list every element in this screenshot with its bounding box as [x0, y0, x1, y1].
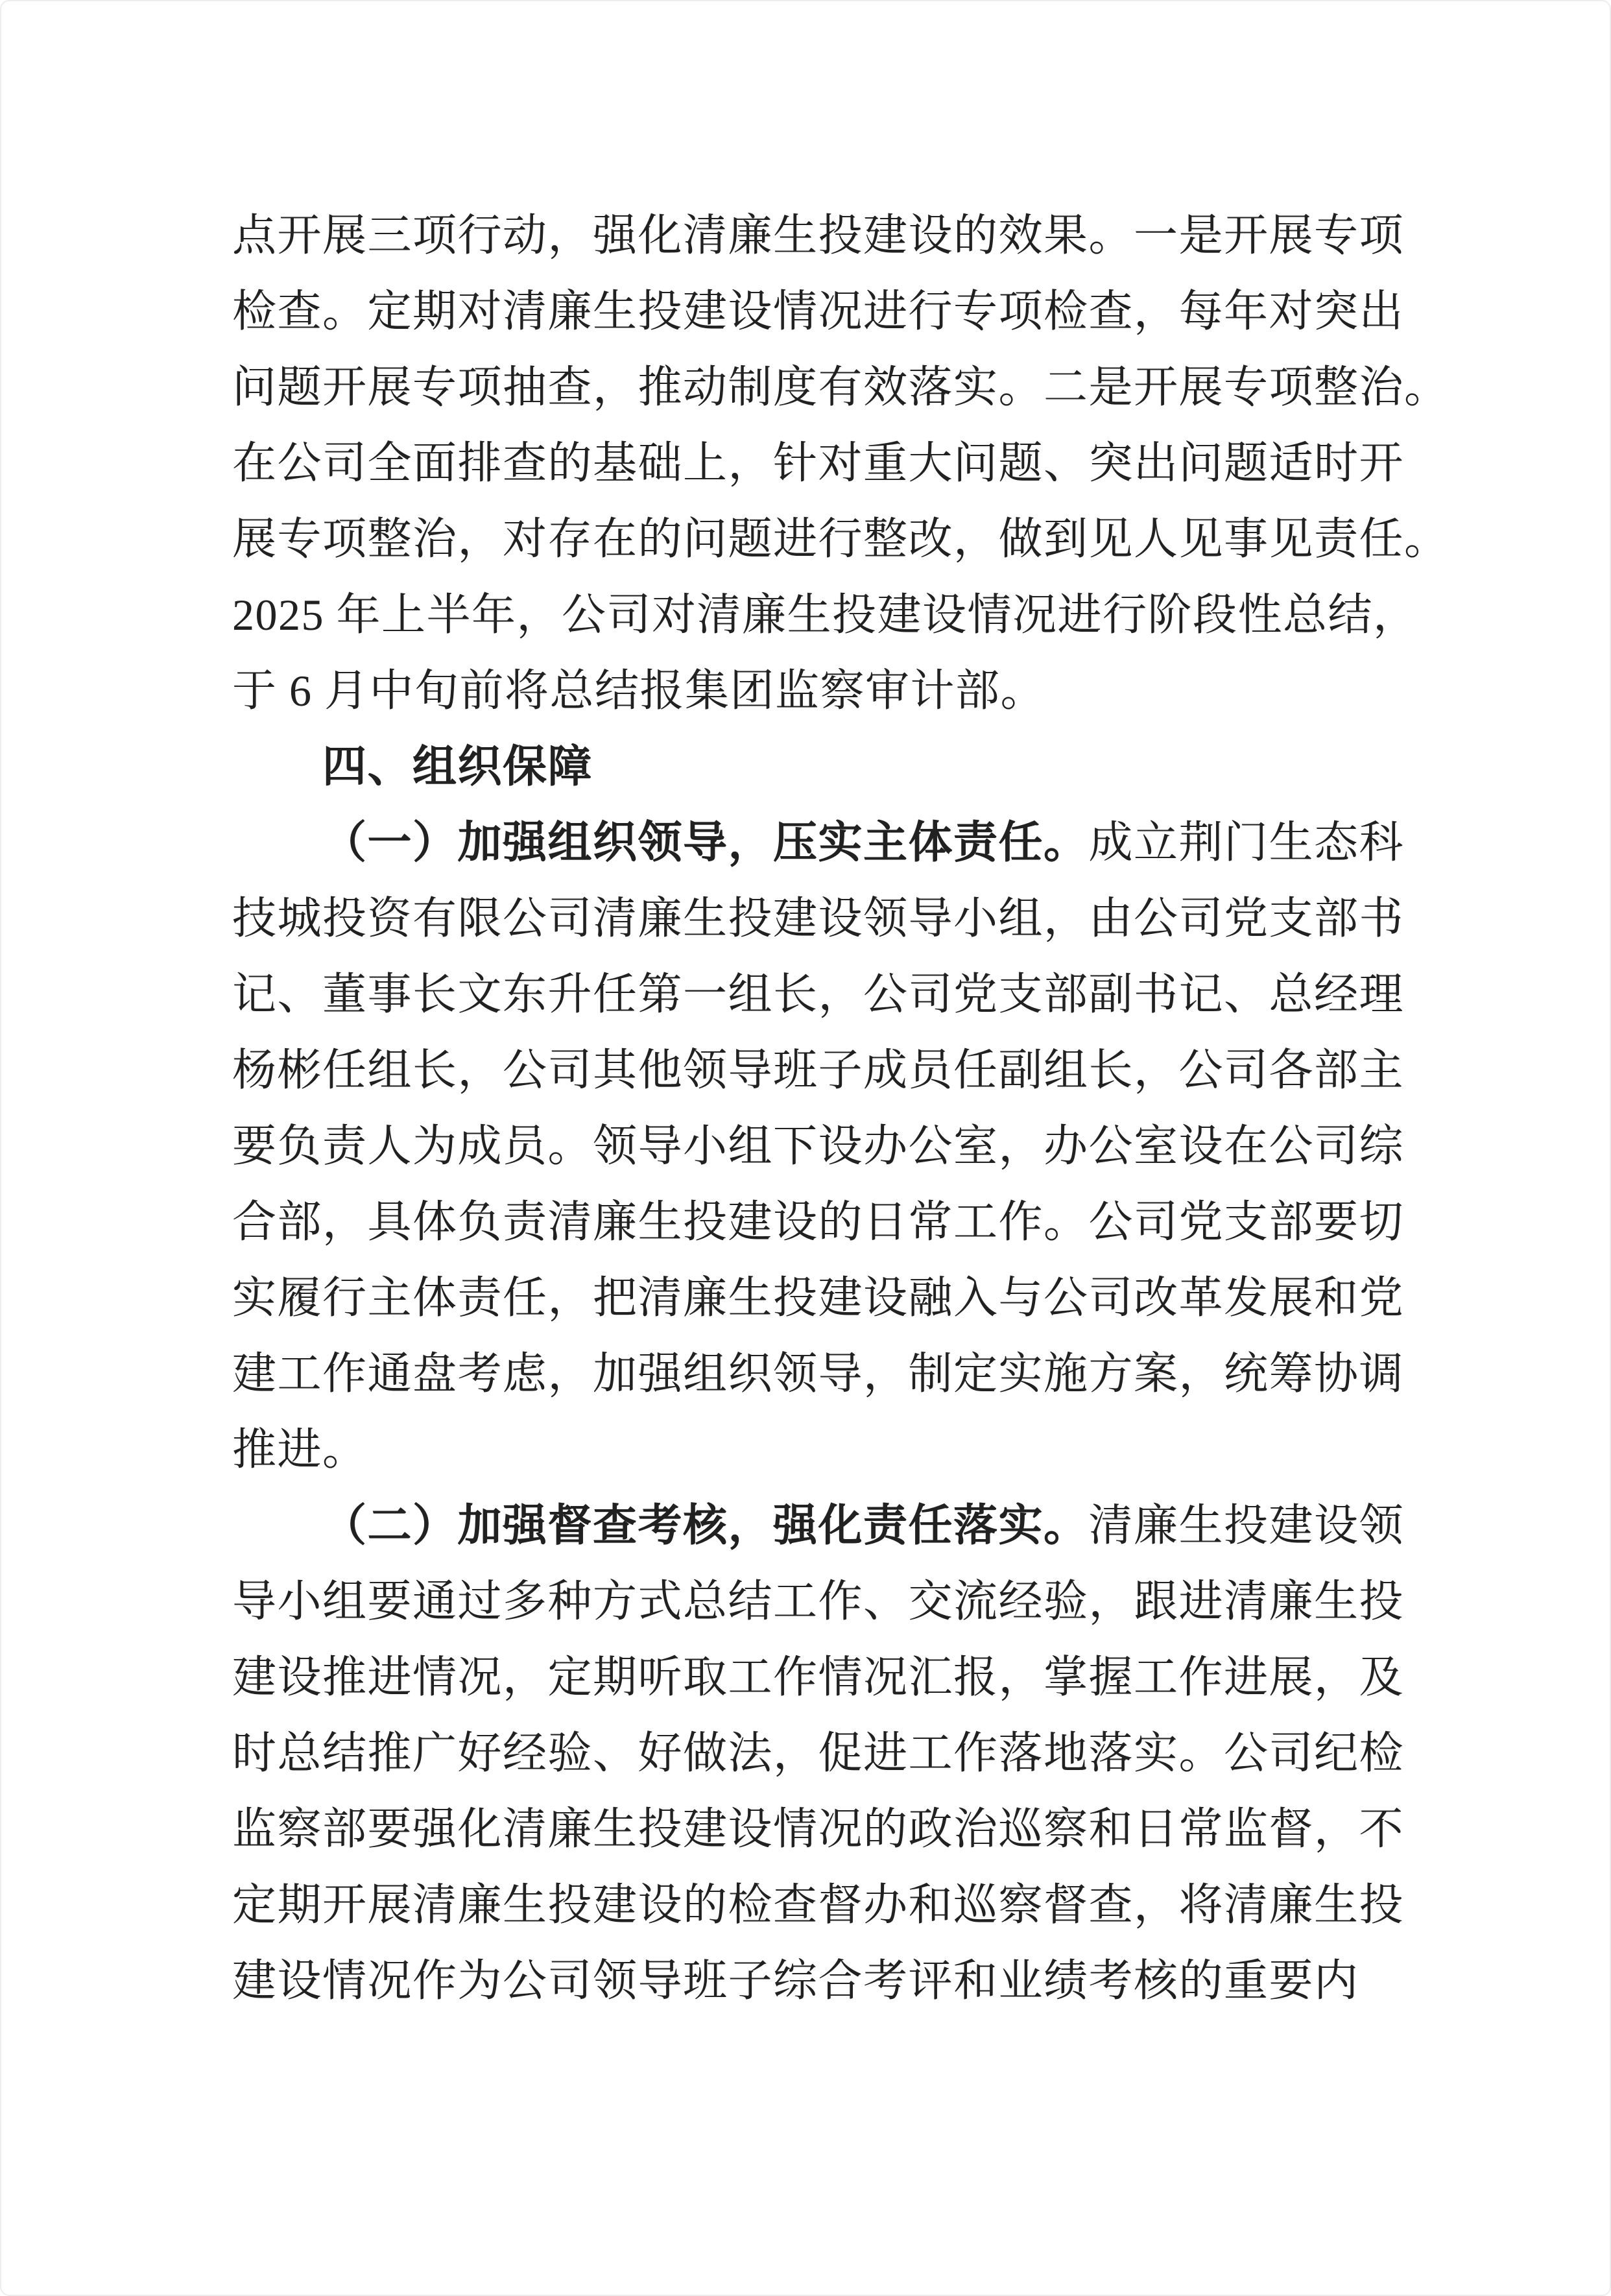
text-run: 成立荆门生态科: [1088, 818, 1405, 867]
text-run: 合部，具体负责清廉生投建设的日常工作。公司党支部要切: [232, 1197, 1405, 1247]
text-line: [232, 1791, 1415, 1867]
text-line: [232, 1716, 1415, 1791]
text-run: 建工作通盘考虑，加强组织领导，制定实施方案，统筹协调: [232, 1349, 1405, 1398]
text-run: 定期开展清廉生投建设的检查督办和巡察督查，将清廉生投: [232, 1880, 1405, 1930]
text-run: 清廉生投建设领: [1088, 1501, 1405, 1550]
text-run: 检查。定期对清廉生投建设情况进行专项检查，每年对突出: [232, 287, 1405, 336]
text-run: 杨彬任组长，公司其他领导班子成员任副组长，公司各部主: [232, 1046, 1405, 1095]
text-run: 于 6 月中旬前将总结报集团监察审计部。: [232, 666, 1046, 715]
text-run: 监察部要强化清廉生投建设情况的政治巡察和日常监督，不: [232, 1804, 1405, 1854]
text-run: 导小组要通过多种方式总结工作、交流经验，跟进清廉生投: [232, 1577, 1405, 1626]
text-line: [232, 1640, 1415, 1716]
text-line: [232, 501, 1450, 577]
document-text-block: [1, 1, 1610, 2019]
text-run: 技城投资有限公司清廉生投建设领导小组，由公司党支部书: [232, 894, 1405, 943]
text-line: [232, 425, 1415, 501]
text-run: 2025 年上半年，公司对清廉生投建设情况进行阶段性总结，: [232, 590, 1418, 640]
text-run: 要负责人为成员。领导小组下设办公室，办公室设在公司综: [232, 1121, 1405, 1171]
text-line: [232, 1867, 1415, 1943]
text-run: 在公司全面排查的基础上，针对重大问题、突出问题适时开: [232, 438, 1405, 488]
text-line: [232, 957, 1415, 1033]
text-run: 建设推进情况，定期听取工作情况汇报，掌握工作进展，及: [232, 1653, 1405, 1702]
bold-text-run: （一）加强组织领导，压实主体责任。: [322, 818, 1089, 867]
text-line: [232, 1184, 1415, 1260]
text-run: 记、董事长文东升任第一组长，公司党支部副书记、总经理: [232, 970, 1405, 1019]
text-line: [232, 198, 1415, 274]
text-line: [232, 1260, 1415, 1336]
text-line: [232, 653, 1415, 729]
text-line: [232, 1336, 1415, 1412]
text-run: 时总结推广好经验、好做法，促进工作落地落实。公司纪检: [232, 1728, 1405, 1778]
text-line: [232, 1412, 1415, 1488]
text-line: [232, 1033, 1415, 1108]
bold-text-run: 四、组织保障: [322, 742, 593, 791]
text-line: [232, 729, 1415, 805]
bold-text-run: （二）加强督查考核，强化责任落实。: [322, 1501, 1089, 1550]
text-line: [232, 1108, 1415, 1184]
text-line: [232, 881, 1415, 957]
text-run: 问题开展专项抽查，推动制度有效落实。二是开展专项整治。: [232, 363, 1450, 412]
text-line: [232, 577, 1418, 653]
text-run: 展专项整治，对存在的问题进行整改，做到见人见事见责任。: [232, 514, 1450, 564]
text-line: [232, 1488, 1415, 1564]
text-line: [232, 274, 1415, 350]
text-run: 点开展三项行动，强化清廉生投建设的效果。一是开展专项: [232, 211, 1405, 260]
text-run: 实履行主体责任，把清廉生投建设融入与公司改革发展和党: [232, 1273, 1405, 1322]
text-line: [232, 350, 1450, 425]
text-run: 建设情况作为公司领导班子综合考评和业绩考核的重要内: [232, 1956, 1359, 2005]
text-line: [232, 1943, 1415, 2019]
text-line: [232, 1564, 1415, 1640]
text-line: [232, 805, 1415, 881]
text-run: 推进。: [232, 1425, 368, 1474]
